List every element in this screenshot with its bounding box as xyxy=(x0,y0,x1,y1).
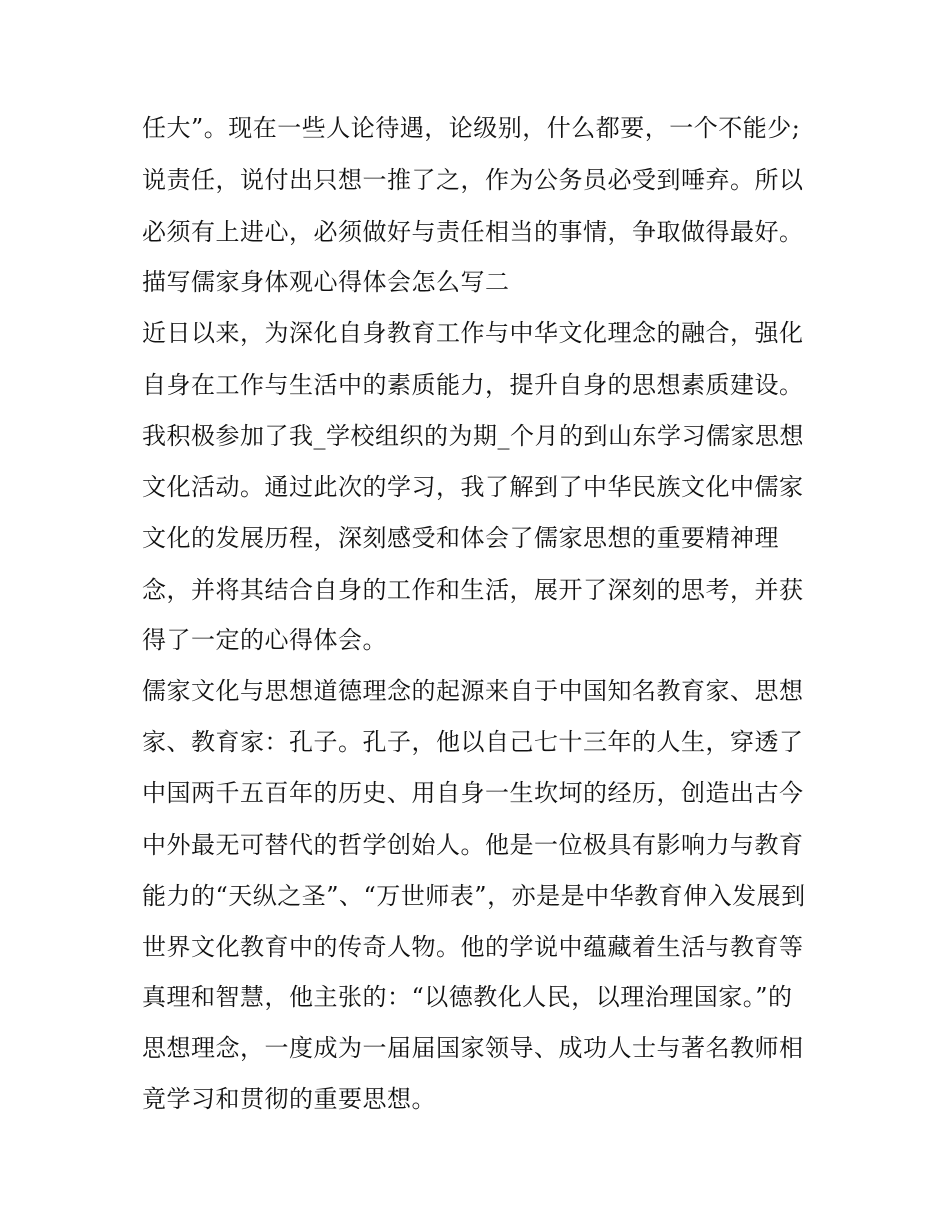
text-line-1: 任大”。现在一些人论待遇，论级别，什么都要，一个不能少; xyxy=(142,114,801,142)
text-line-10: 念，并将其结合自身的工作和生活，展开了深刻的思考，并获 xyxy=(142,576,804,604)
text-line-20: 竟学习和贯彻的重要思想。 xyxy=(142,1085,436,1113)
text-line-18: 真理和智慧，他主张的：“以德教化人民，以理治理国家。”的 xyxy=(142,983,793,1011)
text-line-14: 中国两千五百年的历史、用自身一生坎坷的经历，创造出古今 xyxy=(142,779,804,807)
text-line-12: 儒家文化与思想道德理念的起源来自于中国知名教育家、思想 xyxy=(142,677,804,705)
text-line-3: 必须有上进心，必须做好与责任相当的事情，争取做得最好。 xyxy=(142,218,804,246)
text-line-19: 思想理念，一度成为一届届国家领导、成功人士与著名教师相 xyxy=(142,1034,804,1062)
text-line-11: 得了一定的心得体会。 xyxy=(142,626,387,654)
text-line-9: 文化的发展历程，深刻感受和体会了儒家思想的重要精神理 xyxy=(142,524,779,552)
section-heading: 描写儒家身体观心得体会怎么写二 xyxy=(142,268,510,296)
text-line-13: 家、教育家：孔子。孔子，他以自己七十三年的人生，穿透了 xyxy=(142,728,804,756)
text-line-16: 能力的“天纵之圣”、“万世师表”，亦是是中华教育伸入发展到 xyxy=(142,882,806,910)
text-line-2: 说责任，说付出只想一推了之，作为公务员必受到唾弃。所以 xyxy=(142,166,804,194)
text-line-8: 文化活动。通过此次的学习，我了解到了中华民族文化中儒家 xyxy=(142,473,804,501)
text-line-5: 近日以来，为深化自身教育工作与中华文化理念的融合，强化 xyxy=(142,319,804,347)
text-line-6: 自身在工作与生活中的素质能力，提升自身的思想素质建设。 xyxy=(142,371,804,399)
text-line-17: 世界文化教育中的传奇人物。他的学说中蕴藏着生活与教育等 xyxy=(142,933,804,961)
text-line-15: 中外最无可替代的哲学创始人。他是一位极具有影响力与教育 xyxy=(142,831,804,859)
text-line-7: 我积极参加了我_学校组织的为期_个月的到山东学习儒家思想 xyxy=(142,422,804,450)
